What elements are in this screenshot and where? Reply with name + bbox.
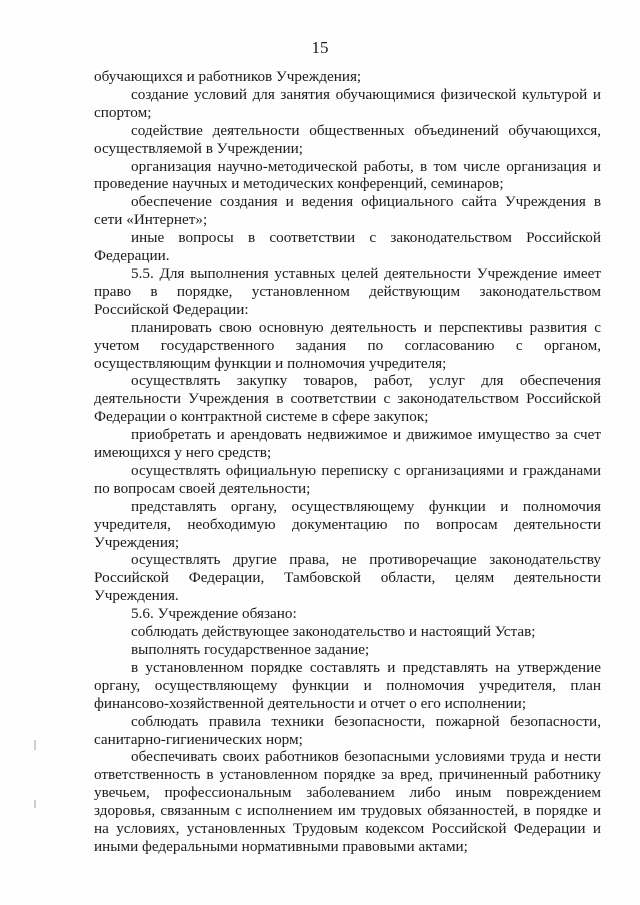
page-number: 15 [311, 38, 329, 57]
paragraph: осуществлять официальную переписку с организациями и гражданами по вопросам своей деятельности; [94, 461, 601, 497]
paragraph: создание условий для занятия обучающимися физической культурой и спортом; [94, 85, 601, 121]
document-text-body [94, 68, 601, 856]
section-paragraph: 5.5. Для выполнения уставных целей деятельности Учреждение имеет право в порядке, установленном действующим законодательством Российской Федерации: [94, 264, 601, 318]
section-paragraph: 5.6. Учреждение обязано: [131, 605, 297, 623]
paragraph: осуществлять закупку товаров, работ, услуг для обеспечения деятельности Учреждения в соответствии с законодательством Российской Федерации о контрактной системе в сфере закупок; [94, 372, 601, 426]
paragraph: обеспечение создания и ведения официального сайта Учреждения в сети «Интернет»; [94, 193, 601, 229]
paragraph: в установленном порядке составлять и представлять на утверждение органу, осуществляющему функции и полномочия учредителя, план финансово-хозяйственной деятельности и отчет о его исполнении; [94, 658, 601, 712]
paragraph: содействие деятельности общественных объединений обучающихся, осуществляемой в Учреждении; [94, 121, 601, 157]
paragraph: приобретать и арендовать недвижимое и движимое имущество за счет имеющихся у него средств; [94, 426, 601, 462]
scan-margin-mark [34, 800, 36, 808]
paragraph: осуществлять другие права, не противоречащие законодательству Российской Федерации, Тамбовской области, целям деятельности Учреждения. [94, 551, 601, 605]
scan-margin-mark [34, 740, 36, 750]
paragraph: соблюдать правила техники безопасности, пожарной безопасности, санитарно-гигиенических норм; [94, 712, 601, 748]
paragraph: выполнять государственное задание; [131, 641, 370, 658]
paragraph: представлять органу, осуществляющему функции и полномочия учредителя, необходимую документацию по вопросам деятельности Учреждения; [94, 497, 601, 551]
paragraph: иные вопросы в соответствии с законодательством Российской Федерации. [94, 229, 601, 265]
paragraph: планировать свою основную деятельность и перспективы развития с учетом государственного задания по согласованию с органом, осуществляющим функции и полномочия учредителя; [94, 318, 601, 372]
paragraph: обеспечивать своих работников безопасными условиями труда и нести ответственность в установленном порядке за вред, причиненный работнику увечьем, профессиональным заболеванием либо иным повреждением здоровья, связанным с исполнением им трудовых обязанностей, в порядке и на условиях, установленных Трудовым кодексом Российской Федерации и иными федеральными нормативными правовыми актами; [94, 748, 601, 855]
paragraph: соблюдать действующее законодательство и настоящий Устав; [131, 623, 536, 641]
paragraph: организация научно-методической работы, в том числе организация и проведение научных и методических конференций, семинаров; [94, 157, 601, 193]
paragraph: обучающихся и работников Учреждения; [94, 68, 362, 85]
